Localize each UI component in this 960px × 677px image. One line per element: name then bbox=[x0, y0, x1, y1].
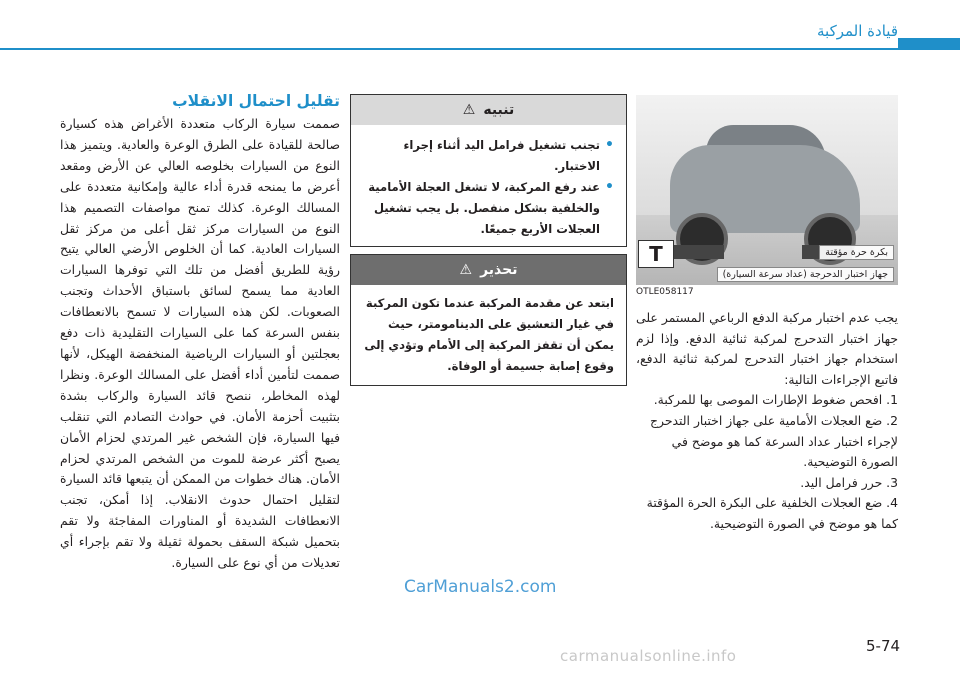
list-item: • تجنب تشغيل فرامل اليد أثناء إجراء الاختبار. bbox=[361, 135, 614, 177]
tester-label: جهاز اختبار الدحرجة (عداد سرعة السيارة) bbox=[717, 267, 894, 282]
warning-header bbox=[351, 255, 626, 285]
tester-badge: T bbox=[638, 240, 674, 268]
warning-title: تحذير bbox=[480, 262, 518, 278]
dynamometer-photo bbox=[636, 95, 898, 285]
rollover-text: صممت سيارة الركاب متعددة الأغراض هذه كسيارة صالحة للقيادة على الطرق الوعرة والعادية. ويتميز هذا النوع من السيارات بخلوصه العالي عن الأرض ومقعد أعرض ما يمنحه قدرة أداء عالية وإمكانية متعددة على المسالك الوعرة. كذلك تمنح مواصفات التصميم هذا النوع من السيارات مركز ثقل أعلى من مركز ثقل السيارات العادية. كما أن الخلوص الأرضي العالي يتيح رؤية للطريق أفضل من تلك التي توفرها السيارات العادية مما يسمح لسائق باستباق الأحداث وتجنب الصعوبات. لكن هذه السيارات لا تسمح بالانعطافات بنفس السرعة كما على السيارات التقليدية ذات دفع بعجلتين أو السيارات الرياضية المنخفضة الهيكل، لأنها صممت لتأمين أداء أفضل على المسالك الوعرة. ونظرا لهذه المخاطر، ننصح قائد السيارة والركاب بشدة بتثبيت أحزمة الأمان. في حوادث التصادم التي تنقلب فيها السيارة، فإن الشخص غير المرتدي لحزام الأمان يصبح أكثر عرضة للموت من الشخص المرتدي لحزام الأمان. هناك خطوات من الممكن أن يتبعها قائد السيارة لتقليل احتمال حدوث الانقلاب. إذا أمكن، تجنب الانعطافات الشديدة أو المناورات المفاجئة ولا تقم بتحميل شبكة السقف بحمولة ثقيلة ولا تقم بإجراء أي تعديلات من أي نوع على السيارة. bbox=[60, 116, 340, 571]
watermark[interactable]: CarManuals2.com bbox=[404, 577, 557, 597]
warning-triangle-icon: ⚠ bbox=[462, 102, 476, 118]
notice-list bbox=[351, 125, 626, 246]
header-rule bbox=[0, 48, 898, 50]
warning-text: ابتعد عن مقدمة المركبة عندما تكون المركبة في غيار التعشيق على الدينامومتر، حيث يمكن أن تقفز المركبة إلى الأمام وتؤدي إلى وقوع إصابة جسيمة أو الوفاة. bbox=[364, 296, 614, 373]
notice-title: تنبيه bbox=[483, 102, 515, 118]
page-number: 5-74 bbox=[866, 637, 901, 655]
header-title: قيادة المركبة bbox=[817, 22, 898, 40]
list-item: 4. ضع العجلات الخلفية على البكرة الحرة المؤقتة كما هو موضح في الصورة التوضيحية. bbox=[646, 495, 898, 531]
list-item: 3. حرر فرامل اليد. bbox=[800, 474, 898, 490]
free-roller-label: بكرة حرة مؤقتة bbox=[819, 245, 894, 260]
header-tab bbox=[898, 38, 960, 50]
rollover-section bbox=[60, 92, 340, 574]
notice-box bbox=[350, 94, 627, 247]
steps-list bbox=[636, 390, 898, 534]
list-item: • عند رفع المركبة، لا تشغل العجلة الأمامية والخلفية بشكل منفصل. بل يجب تشغيل العجلات الأربع جميعًا. bbox=[361, 177, 614, 240]
warning-box bbox=[350, 254, 627, 386]
notice-header bbox=[351, 95, 626, 125]
warning-triangle-icon: ⚠ bbox=[459, 262, 473, 278]
dynamometer-roller bbox=[674, 245, 724, 259]
list-item: 1. افحص ضغوط الإطارات الموصى بها للمركبة. bbox=[653, 392, 898, 408]
figure-code: OTLE058117 bbox=[636, 287, 694, 297]
instructions-intro: يجب عدم اختبار مركبة الدفع الرباعي المستمر على جهاز اختبار التدحرج لمركبة ثنائية الدفع. وإذا لزم استخدام جهاز اختبار التدحرج لمركبة ثنائية الدفع، فاتبع الإجراءات التالية: bbox=[636, 310, 898, 387]
rollover-title: تقليل احتمال الانقلاب bbox=[172, 92, 340, 110]
dynamometer-instructions bbox=[636, 308, 898, 535]
footer-watermark: carmanualsonline.info bbox=[560, 647, 737, 665]
list-item: 2. ضع العجلات الأمامية على جهاز اختبار التدحرج لإجراء اختبار عداد السرعة كما هو موضح في الصورة التوضيحية. bbox=[650, 412, 898, 470]
